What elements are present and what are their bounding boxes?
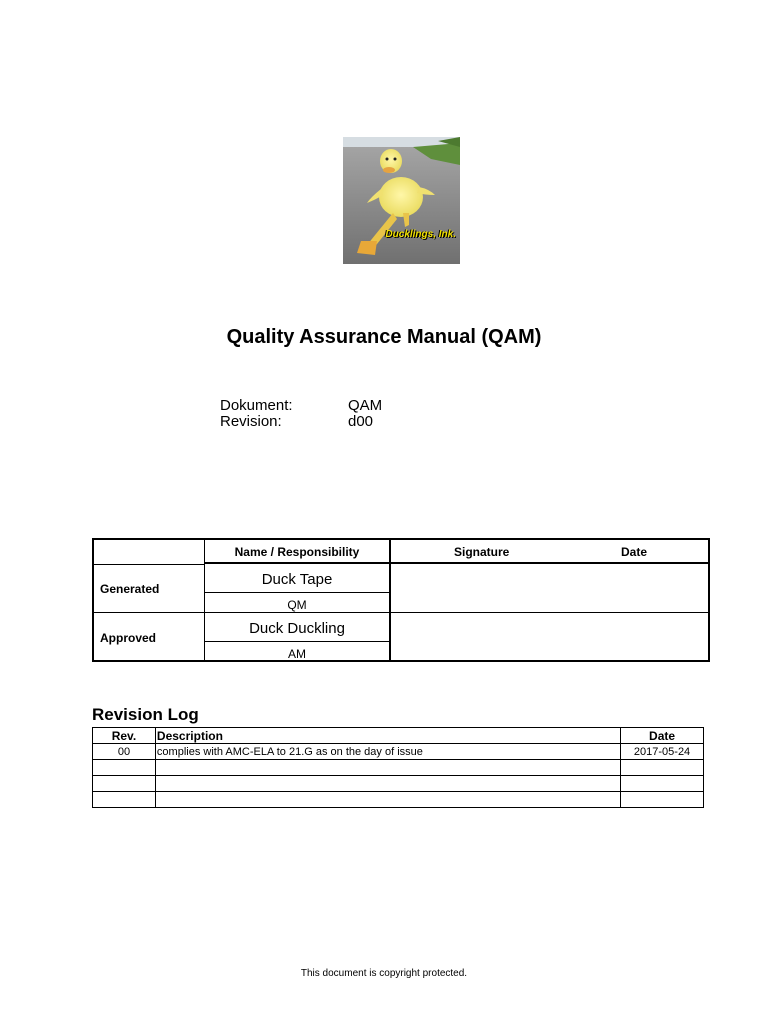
cell-rev	[93, 776, 156, 792]
table-row	[93, 792, 704, 808]
col-header-description: Description	[155, 728, 620, 744]
row-label-generated: Generated	[100, 582, 160, 596]
table-divider	[204, 641, 390, 642]
header-signature: Signature	[454, 545, 510, 559]
duckling-icon	[343, 137, 460, 264]
cell-date	[621, 792, 704, 808]
cell-rev	[93, 760, 156, 776]
logo-caption: Ducklings, Ink.	[385, 229, 456, 240]
cell-rev: 00	[93, 744, 156, 760]
cell-description: complies with AMC-ELA to 21.G as on the day of issue	[155, 744, 620, 760]
approved-name: Duck Duckling	[249, 620, 345, 637]
cell-date	[621, 760, 704, 776]
table-divider	[204, 592, 390, 593]
cell-date: 2017-05-24	[621, 744, 704, 760]
col-header-date: Date	[621, 728, 704, 744]
cell-description	[155, 776, 620, 792]
row-label-approved: Approved	[100, 631, 157, 645]
revision-label: Revision:	[220, 413, 282, 430]
document-label: Dokument:	[220, 397, 293, 414]
table-header-row	[93, 728, 704, 744]
copyright-footer: This document is copyright protected.	[300, 968, 468, 979]
header-date: Date	[621, 545, 648, 559]
approval-table	[92, 538, 710, 662]
cell-description	[155, 792, 620, 808]
table-row	[93, 760, 704, 776]
cell-rev	[93, 792, 156, 808]
table-row	[93, 744, 704, 760]
table-divider	[94, 564, 204, 565]
generated-role: QM	[287, 598, 307, 612]
table-row	[93, 776, 704, 792]
generated-name: Duck Tape	[261, 571, 333, 588]
page-title: Quality Assurance Manual (QAM)	[226, 326, 542, 348]
document-row	[220, 398, 382, 414]
cell-description	[155, 760, 620, 776]
revision-log-title: Revision Log	[92, 705, 199, 724]
table-divider	[204, 562, 710, 564]
revision-row	[220, 414, 382, 430]
document-meta	[220, 398, 382, 430]
revision-log-table	[92, 727, 704, 808]
revision-value: d00	[348, 413, 374, 430]
header-name-responsibility: Name / Responsibility	[234, 545, 360, 559]
document-value: QAM	[348, 397, 383, 414]
table-divider	[94, 612, 710, 613]
company-logo	[343, 137, 460, 264]
approved-role: AM	[288, 647, 306, 661]
cell-date	[621, 776, 704, 792]
col-header-rev: Rev.	[93, 728, 156, 744]
